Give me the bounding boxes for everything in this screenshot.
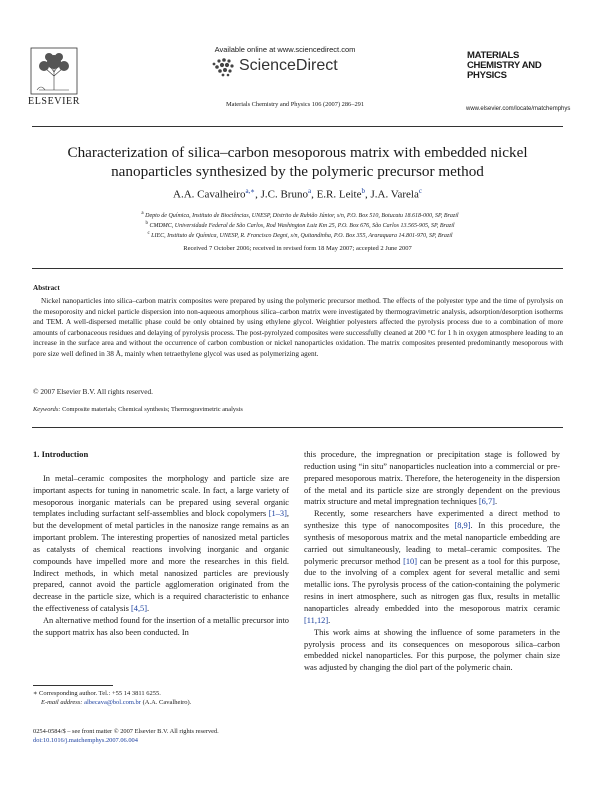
journal-title-line: PHYSICS [467,70,507,81]
copyright-notice: © 2007 Elsevier B.V. All rights reserved. [33,387,153,396]
paragraph-text: An alternative method found for the insertion of a metallic precursor into the support matrix has also been conducted. In [33,615,289,637]
citation-link[interactable]: [1–3] [268,509,287,519]
affiliation-text: CMDMC, Universidade Federal de São Carlos, Rod Washington Luiz Km 25, P.O. Box 676, São Carlos 13.565-905, SP, Brazil [149,223,455,229]
email-link[interactable]: albecava@bol.com.br [84,699,141,706]
paragraph-text: , but the development of metal particles in the nanosize range remains as an important problem. The interesting properties of nanosized metal particles as catalysts of chemical reactions involving inorganic and organic compounds have impelled more and more the researches in this field. Indirect methods, in which metal nanosized particles are previously prepared, cannot avoid the particle agglomeration originated from the decrease in the particle size, which is a required characteristic to enhance the effectiveness of catalysis [33,509,289,614]
keywords-label: Keywords: [33,406,61,413]
body-paragraph [33,615,289,639]
journal-url-link[interactable]: www.elsevier.com/locate/matchemphys [466,106,571,112]
footnote-rule [33,685,113,686]
body-paragraph [304,627,560,674]
body-paragraph [304,508,560,626]
author-affiliation-mark[interactable]: a,∗ [245,187,256,195]
abstract-top-divider [32,268,563,269]
paragraph-text: can be present as a tool for this purpose, due to the involving of a complex agent for several metallic and semi metallic ions. The pyrolysis process of the cation-containing the polymeric resins in inert atmosphere, such as nitrogen gas flux, results in metallic nanoparticles already embedded into the mesoporous matrix ceramic [304,556,560,613]
sciencedirect-logo[interactable] [208,54,378,80]
email-line [33,698,289,707]
author-affiliation-mark[interactable]: b [361,187,365,195]
abstract-text: Nickel nanoparticles into silica–carbon matrix composites were prepared by using the polymeric precursor method. The effects of the polyester type and the time of pyrolysis on the mesoporosity and nickel particle dispersion into non-aqueous amorphous silica–carbon matrix were investigated by thermogravimetric analysis, adsorption/desorption isotherms and TEM. A well-dispersed metallic phase could be only obtained by using ethylene glycol. Weightier polyesters affected the pyrolysis process due to a combination of more amounts of carbonaceous residues and delaying of pyrolysis process. The post-pyrolyzed composites were successfully cleaned at 200 °C for 1 h in oxygen atmosphere leading to an increase in the surface area and without the occurrence of carbon combustion or nickel nanoparticles oxidation. The matrix composites presented predominantly mesoporous with pore size well defined in 38 Å, mainly when tetraethylene glycol was used as polymerizing agent. [33,296,563,358]
journal-title-block [467,51,582,81]
corresponding-author-text: ∗ Corresponding author. Tel.: +55 14 3811 6255. [33,690,161,697]
article-title: Characterization of silica–carbon mesoporous matrix with embedded nickel nanoparticles synthesized by the polymeric precursor method [67,144,528,180]
sciencedirect-wordmark: ScienceDirect [239,57,338,74]
author-affiliation-mark[interactable]: a [307,187,312,195]
citation-link[interactable]: [4,5] [130,604,148,614]
paragraph-text: Recently, some researchers have experimented a direct method to synthesize this type of nanocomposites [304,509,560,531]
publisher-name: ELSEVIER [28,96,81,107]
section-heading: 1. Introduction [33,449,89,459]
paragraph-text: . [494,497,498,507]
header-divider [32,126,563,127]
keywords [33,406,243,413]
journal-reference: Materials Chemistry and Physics 106 (2007) 286–291 [225,101,365,108]
paragraph-text: In metal–ceramic composites the morphology and particle size are important aspects for tuning in nanometric scale. In fact, a large variety of mesoporous inorganic materials can be prepared using several organic templates including surfactant self-assemblies and block copolymers [33,473,289,519]
author-name: E.R. Leite [316,188,362,201]
email-label: E-mail address: [41,699,83,706]
received-dates: Received 7 October 2006; received in revised form 18 May 2007; accepted 2 June 2007 [183,245,412,252]
journal-title-line: CHEMISTRY AND [467,60,542,71]
author-name: J.A. Varela [370,188,419,201]
available-online-text: Available online at www.sciencedirect.com [214,45,356,54]
affiliation-text: Depto de Química, Instituto de Biociências, UNESP, Distrito de Rubião Júnior, s/n, P.O. Box 510, Botucatu 18.618-000, SP, Brazil [145,213,459,219]
affiliation-text: LIEC, Instituto de Química, UNESP, R. Francisco Degni, s/n, Quitandinha, P.O. Box 355, Araraquara 14.801-970, SP, Brazil [151,233,453,239]
corresponding-author-footnote [33,689,289,707]
body-left-column [33,449,289,639]
body-paragraph [33,473,289,615]
bottom-info [33,727,219,745]
journal-title-line: MATERIALS [467,50,520,61]
affiliation [40,211,560,219]
abstract-heading: Abstract [33,284,60,292]
author-name: J.C. Bruno [260,188,308,201]
affiliation-mark: b [145,221,148,226]
email-suffix: (A.A. Cavalheiro). [142,699,192,706]
body-paragraph [304,449,560,508]
keywords-list: Composite materials; Chemical synthesis; Thermogravimetric analysis [62,406,243,413]
body-right-column [304,449,560,674]
author-list: A.A. Cavalheiro$^{a,∗}$, J.C. Bruno$^a$, E.R. Leite$^b$, J.A. Varela$^c$ [173,187,422,201]
paragraph-text: This work aims at showing the influence of some parameters in the pyrolysis process and its consequences on mesoporous silica–carbon embedded nickel nanoparticles. For this purpose, the polymer chain size was adjusted by changing the diol part of the polymeric chain. [304,627,560,673]
affiliation-mark: a [141,211,144,216]
author-affiliation-mark[interactable]: c [418,187,422,195]
paragraph-text: . [328,615,331,625]
affiliation-mark: c [147,231,150,236]
citation-link[interactable]: [6,7] [478,497,495,507]
paragraph-text: . [147,604,150,614]
citation-link[interactable]: [10] [403,556,418,566]
paragraph-text: . In this procedure, the synthesis of mesoporous matrix and the metal nanoparticle embedding are carried out simultaneously, leading to metal–ceramic composites. The polymeric precursor method [304,521,560,566]
affiliation [40,231,560,239]
abstract-bottom-divider [32,427,563,428]
issn-line: 0254-0584/$ – see front matter © 2007 Elsevier B.V. All rights reserved. [33,728,219,735]
author-name: A.A. Cavalheiro [173,188,246,201]
affiliation [40,221,560,229]
citation-link[interactable]: [11,12] [304,615,329,625]
doi-link[interactable]: doi:10.1016/j.matchemphys.2007.06.004 [33,737,138,744]
paragraph-text: this procedure, the impregnation or precipitation stage is followed by reduction using “in situ” nanoparticles nucleation into a commercial or pre-prepared mesoporous matrix. Therefore, the heterogeneity in the dispersion of the metal and its particle size are strongly dependent on the previous matrix structure and metal impregnation techniques [304,450,560,507]
citation-link[interactable]: [8,9] [454,521,471,531]
